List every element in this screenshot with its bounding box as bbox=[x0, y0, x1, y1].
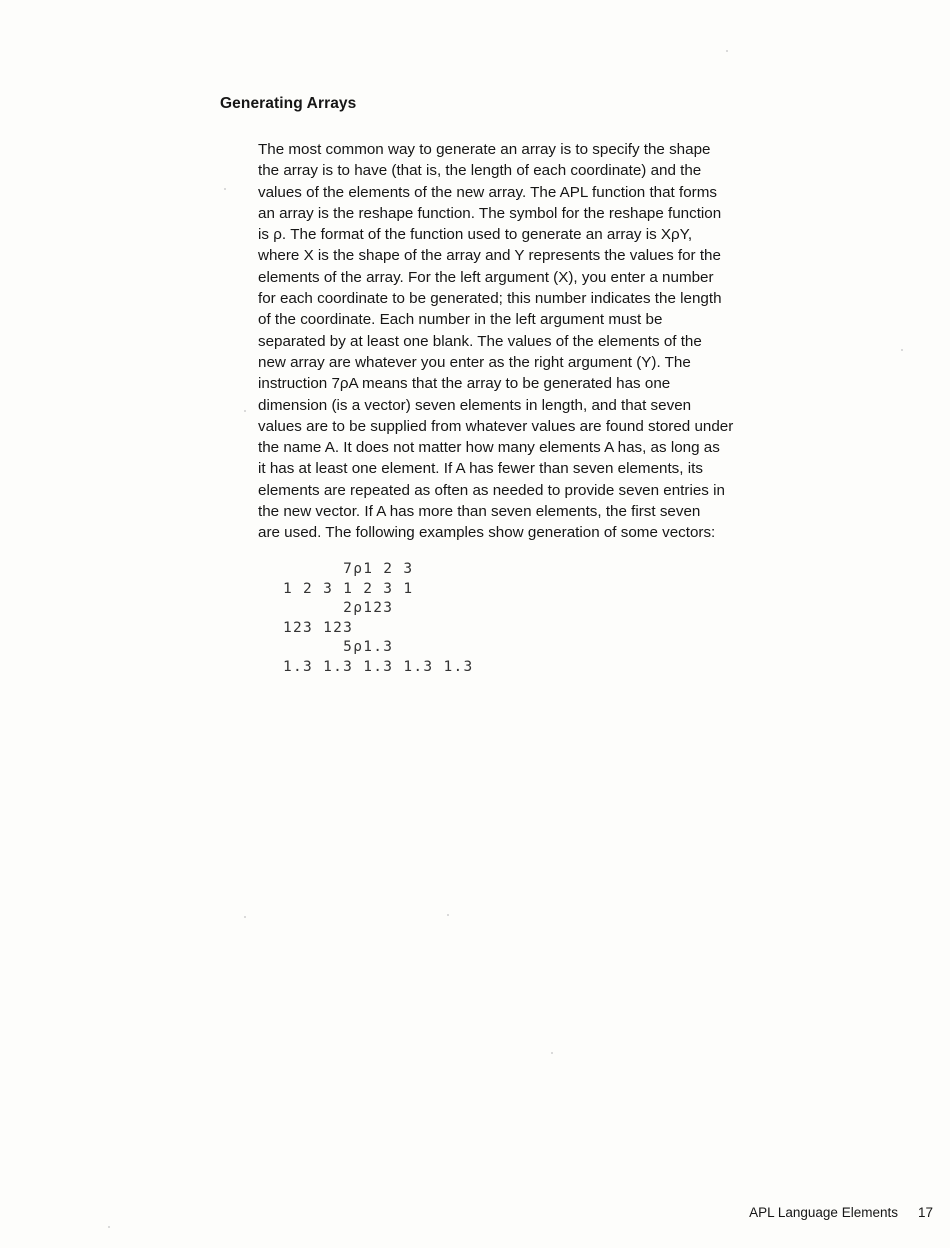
paragraph-line: the new vector. If A has more than seven elements, the first seven bbox=[258, 503, 701, 521]
code-line: 1 2 3 1 2 3 1 bbox=[283, 580, 414, 597]
body-paragraph bbox=[258, 139, 828, 544]
paragraph-line: The most common way to generate an array is to specify the shape bbox=[258, 141, 711, 158]
paragraph-line: instruction 7ρA means that the array to be generated has one bbox=[258, 375, 671, 393]
paragraph-line: separated by at least one blank. The values of the elements of the bbox=[258, 332, 702, 350]
paper-speck bbox=[244, 916, 246, 918]
paper-speck bbox=[108, 1226, 110, 1228]
page-footer bbox=[0, 1205, 933, 1220]
code-line: 5ρ1.3 bbox=[283, 639, 394, 656]
code-line: 7ρ1 2 3 bbox=[283, 561, 414, 577]
paragraph-line: is ρ. The format of the function used to generate an array is XρY, bbox=[258, 226, 693, 244]
paragraph-line: elements of the array. For the left argument (X), you enter a number bbox=[258, 268, 714, 286]
paragraph-line: of the coordinate. Each number in the left argument must be bbox=[258, 311, 663, 329]
code-line: 2ρ123 bbox=[283, 600, 394, 617]
paragraph-line: it has at least one element. If A has fewer than seven elements, its bbox=[258, 460, 703, 478]
paragraph-line: the array is to have (that is, the length of each coordinate) and the bbox=[258, 162, 702, 180]
paragraph-line: values are to be supplied from whatever values are found stored under bbox=[258, 417, 734, 435]
paper-speck bbox=[551, 1052, 553, 1054]
paragraph-line: the name A. It does not matter how many elements A has, as long as bbox=[258, 439, 720, 457]
paragraph-line: where X is the shape of the array and Y represents the values for the bbox=[258, 247, 721, 265]
code-line: 1.3 1.3 1.3 1.3 1.3 bbox=[283, 658, 474, 675]
running-title: APL Language Elements bbox=[749, 1205, 898, 1220]
apl-code-example bbox=[283, 560, 474, 678]
paper-speck bbox=[726, 50, 728, 52]
paragraph-line: for each coordinate to be generated; this number indicates the length bbox=[258, 290, 722, 308]
paragraph-line: are used. The following examples show generation of some vectors: bbox=[258, 524, 716, 542]
paragraph-line: an array is the reshape function. The symbol for the reshape function bbox=[258, 204, 722, 222]
section-heading: Generating Arrays bbox=[220, 95, 357, 112]
paper-speck bbox=[244, 410, 246, 412]
paragraph-line: dimension (is a vector) seven elements in length, and that seven bbox=[258, 396, 692, 414]
paragraph-line: elements are repeated as often as needed to provide seven entries in bbox=[258, 481, 725, 499]
page-number: 17 bbox=[917, 1205, 933, 1220]
paper-speck bbox=[447, 914, 449, 916]
code-line: 123 123 bbox=[283, 619, 354, 636]
paragraph-line: new array are whatever you enter as the right argument (Y). The bbox=[258, 353, 691, 371]
paragraph-line: values of the elements of the new array. The APL function that forms bbox=[258, 183, 717, 201]
paper-speck bbox=[901, 349, 903, 351]
paper-speck bbox=[224, 188, 226, 190]
